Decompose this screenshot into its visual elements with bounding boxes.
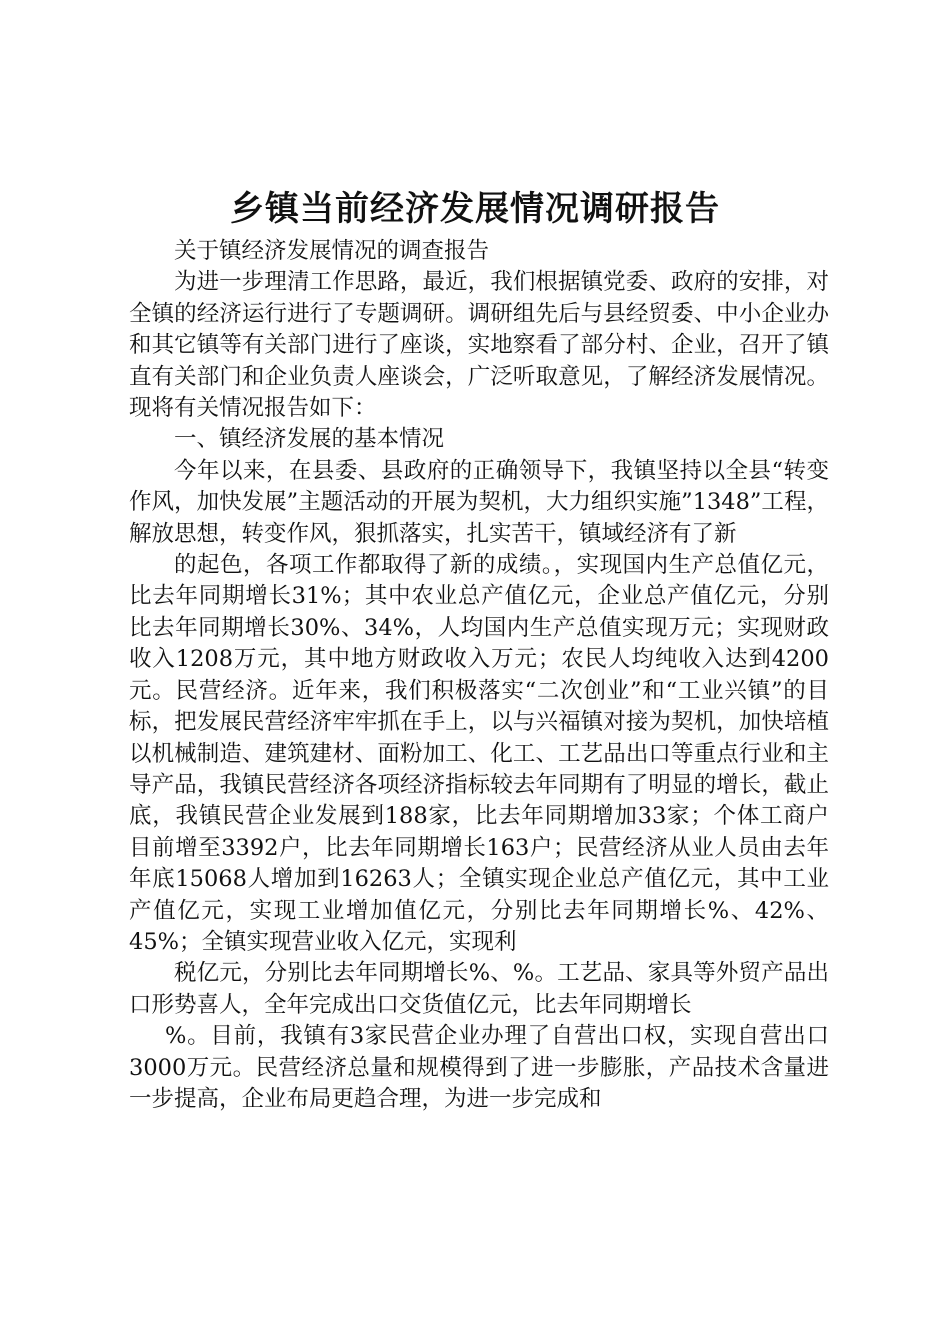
section-heading: 一、镇经济发展的基本情况 (174, 426, 445, 453)
paragraph-intro: 为进一步理清工作思路，最近，我们根据镇党委、政府的安排，对全镇的经济运行进行了专题调研。调研组先后与县经贸委、中小企业办和其它镇等有关部门进行了座谈，实地察看了部分村、企业，召开了镇直有关部门和企业负责人座谈会，广泛听取意见，了解经济发展情况。现将有关情况报告如下： (129, 269, 829, 422)
paragraph-subtitle: 关于镇经济发展情况的调查报告 (174, 238, 490, 264)
document-title: 乡镇当前经济发展情况调研报告 (230, 189, 720, 229)
paragraph: %。目前，我镇有3家民营企业办理了自营出口权，实现自营出口3000万元。民营经济总量和规模得到了进一步膨胀，产品技术含量进一步提高，企业布局更趋合理，为进一步完成和 (129, 1023, 829, 1112)
paragraph: 税亿元，分别比去年同期增长%、%。工艺品、家具等外贸产品出口形势喜人，全年完成出口交货值亿元，比去年同期增长 (129, 960, 829, 1018)
paragraph: 今年以来，在县委、县政府的正确领导下，我镇坚持以全县“转变作风，加快发展”主题活动的开展为契机，大力组织实施”1348”工程，解放思想，转变作风，狠抓落实，扎实苦干，镇域经济有了新 (129, 457, 829, 547)
paragraph: 的起色，各项工作都取得了新的成绩。，实现国内生产总值亿元，比去年同期增长31%；其中农业总产值亿元，企业总产值亿元，分别比去年同期增长30%、34%，人均国内生产总值实现万元；实现财政收入1208万元，其中地方财政收入万元；农民人均纯收入达到4200元。民营经济。近年来，我们积极落实“二次创业”和“工业兴镇”的目标，把发展民营经济牢牢抓在手上，以与兴福镇对接为契机，加快培植以机械制造、建筑建材、面粉加工、化工、工艺品出口等重点行业和主导产品，我镇民营经济各项经济指标较去年同期有了明显的增长，截止底，我镇民营企业发展到188家，比去年同期增加33家；个体工商户目前增至3392户，比去年同期增长163户；民营经济从业人员由去年年底15068人增加到16263人；全镇实现企业总产值亿元，其中工业产值亿元，实现工业增加值亿元，分别比去年同期增长%、42%、45%；全镇实现营业收入亿元，实现利 (129, 552, 829, 955)
document-body (129, 236, 829, 1115)
